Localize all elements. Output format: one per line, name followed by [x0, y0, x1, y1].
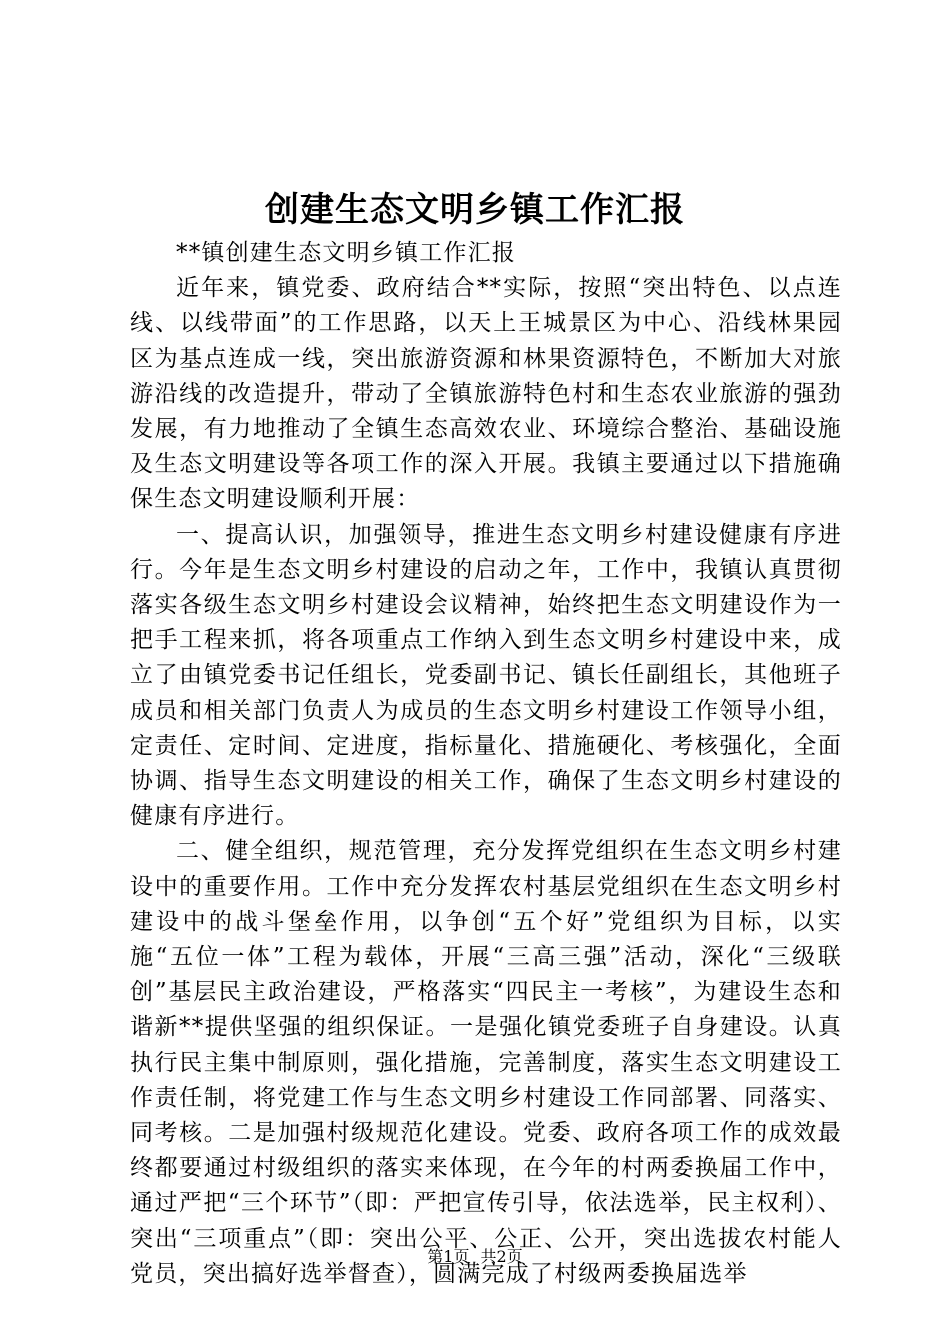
- page-total: 共2页: [480, 1247, 523, 1266]
- section-one-paragraph: 一、提高认识，加强领导，推进生态文明乡村建设健康有序进行。今年是生态文明乡村建设的启动之年，工作中，我镇认真贯彻落实各级生态文明乡村建设会议精神，始终把生态文明建设作为一把手工程来抓，将各项重点工作纳入到生态文明乡村建设中来，成立了由镇党委书记任组长，党委副书记、镇长任副组长，其他班子成员和相关部门负责人为成员的生态文明乡村建设工作领导小组，定责任、定时间、定进度，指标量化、措施硬化、考核强化，全面协调、指导生态文明建设的相关工作，确保了生态文明乡村建设的健康有序进行。: [130, 521, 842, 830]
- intro-paragraph: 近年来，镇党委、政府结合**实际，按照“突出特色、以点连线、以线带面”的工作思路，以天上王城景区为中心、沿线林果园区为基点连成一线，突出旅游资源和林果资源特色，不断加大对旅游沿线的改造提升，带动了全镇旅游特色村和生态农业旅游的强劲发展，有力地推动了全镇生态高效农业、环境综合整治、基础设施及生态文明建设等各项工作的深入开展。我镇主要通过以下措施确保生态文明建设顺利开展：: [130, 275, 842, 513]
- document-title: 创建生态文明乡镇工作汇报: [265, 190, 685, 230]
- section-two-paragraph: 二、健全组织，规范管理，充分发挥党组织在生态文明乡村建设中的重要作用。工作中充分发挥农村基层党组织在生态文明乡村建设中的战斗堡垒作用，以争创“五个好”党组织为目标，以实施“五位一体”工程为载体，开展“三高三强”活动，深化“三级联创”基层民主政治建设，严格落实“四民主一考核”，为建设生态和谐新**提供坚强的组织保证。一是强化镇党委班子自身建设。认真执行民主集中制原则，强化措施，完善制度，落实生态文明建设工作责任制，将党建工作与生态文明乡村建设工作同部署、同落实、同考核。二是加强村级规范化建设。党委、政府各项工作的成效最终都要通过村级组织的落实来体现，在今年的村两委换届工作中，通过严把“三个环节”（即：严把宣传引导，依法选举，民主权利）、突出“三项重点”（即：突出公平、公正、公开，突出选拔农村能人党员，突出搞好选举督查），圆满完成了村级两委换届选举: [130, 838, 842, 1287]
- page-number: 第1页: [427, 1247, 470, 1266]
- page-footer: [0, 1247, 950, 1267]
- subtitle-paragraph: **镇创建生态文明乡镇工作汇报: [176, 240, 516, 266]
- document-body: [130, 236, 842, 1292]
